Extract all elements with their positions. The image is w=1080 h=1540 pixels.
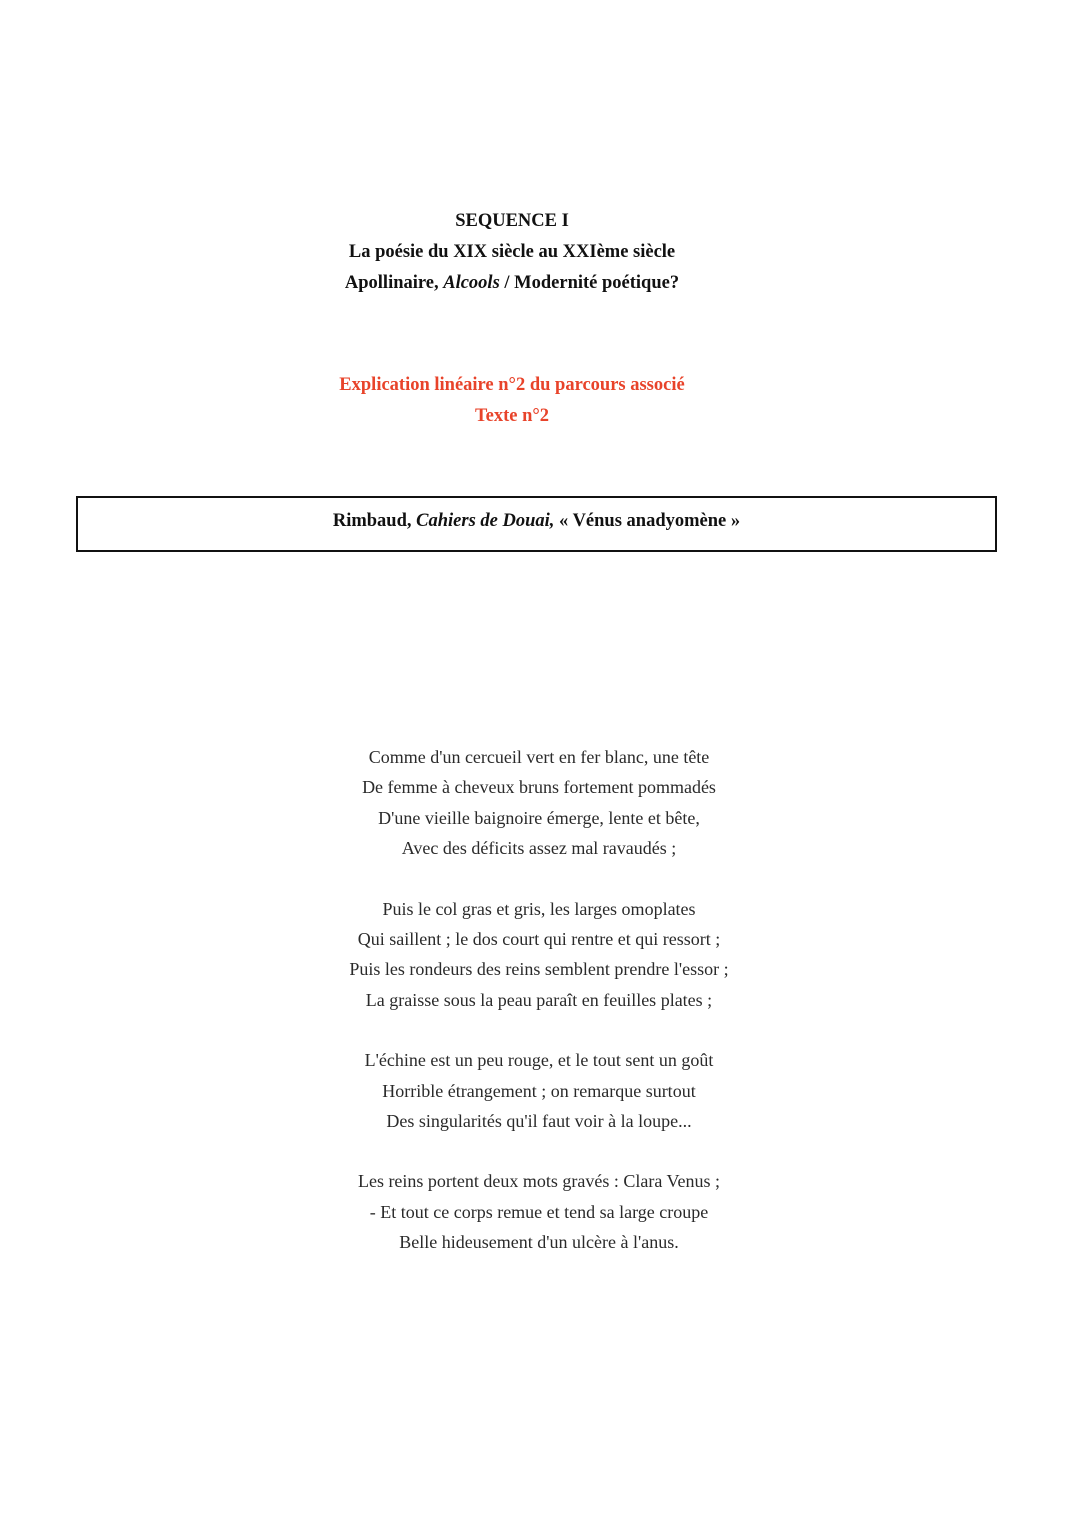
- document-header: [0, 206, 1024, 299]
- verse: La graisse sous la peau paraît en feuilles plates ;: [365, 989, 713, 1010]
- verse: - Et tout ce corps remue et tend sa large croupe: [369, 1201, 709, 1222]
- verse: Qui saillent ; le dos court qui rentre et qui ressort ;: [357, 929, 721, 950]
- explication-heading: [0, 370, 1024, 432]
- stanza: [0, 742, 1078, 864]
- verse: Puis les rondeurs des reins semblent prendre l'essor ;: [349, 959, 729, 980]
- verse: Avec des déficits assez mal ravaudés ;: [401, 838, 677, 859]
- stanza: [0, 1166, 1078, 1257]
- verse: Horrible étrangement ; on remarque surtout: [382, 1080, 696, 1101]
- poem-collection: Cahiers de Douai,: [416, 511, 555, 531]
- verse: D'une vieille baignoire émerge, lente et bête,: [378, 807, 700, 828]
- work-reference: [0, 268, 1024, 299]
- sequence-subtitle: La poésie du XIX siècle au XXIème siècle: [348, 242, 676, 262]
- verse: Les reins portent deux mots gravés : Clara Venus ;: [357, 1171, 721, 1192]
- stanza: [0, 894, 1078, 1016]
- verse: De femme à cheveux bruns fortement pommadés: [362, 777, 716, 798]
- stanza: [0, 1045, 1078, 1136]
- text-number: Texte n°2: [474, 406, 550, 426]
- verse: Des singularités qu'il faut voir à la loupe...: [386, 1111, 692, 1132]
- poem-body: [0, 742, 1078, 1288]
- verse: Comme d'un cercueil vert en fer blanc, une tête: [368, 747, 710, 767]
- work-title: Alcools: [443, 273, 500, 293]
- verse: Puis le col gras et gris, les larges omoplates: [382, 898, 696, 919]
- work-author: Apollinaire,: [344, 273, 444, 293]
- explication-title: Explication linéaire n°2 du parcours associé: [339, 375, 685, 395]
- poem-author: Rimbaud,: [332, 511, 417, 531]
- poem-title-box: [76, 496, 997, 552]
- sequence-title: SEQUENCE I: [455, 211, 569, 231]
- verse: Belle hideusement d'un ulcère à l'anus.: [399, 1232, 679, 1253]
- verse: L'échine est un peu rouge, et le tout sent un goût: [364, 1050, 714, 1071]
- poem-name: « Vénus anadyomène »: [554, 511, 741, 531]
- work-theme: / Modernité poétique?: [499, 273, 680, 293]
